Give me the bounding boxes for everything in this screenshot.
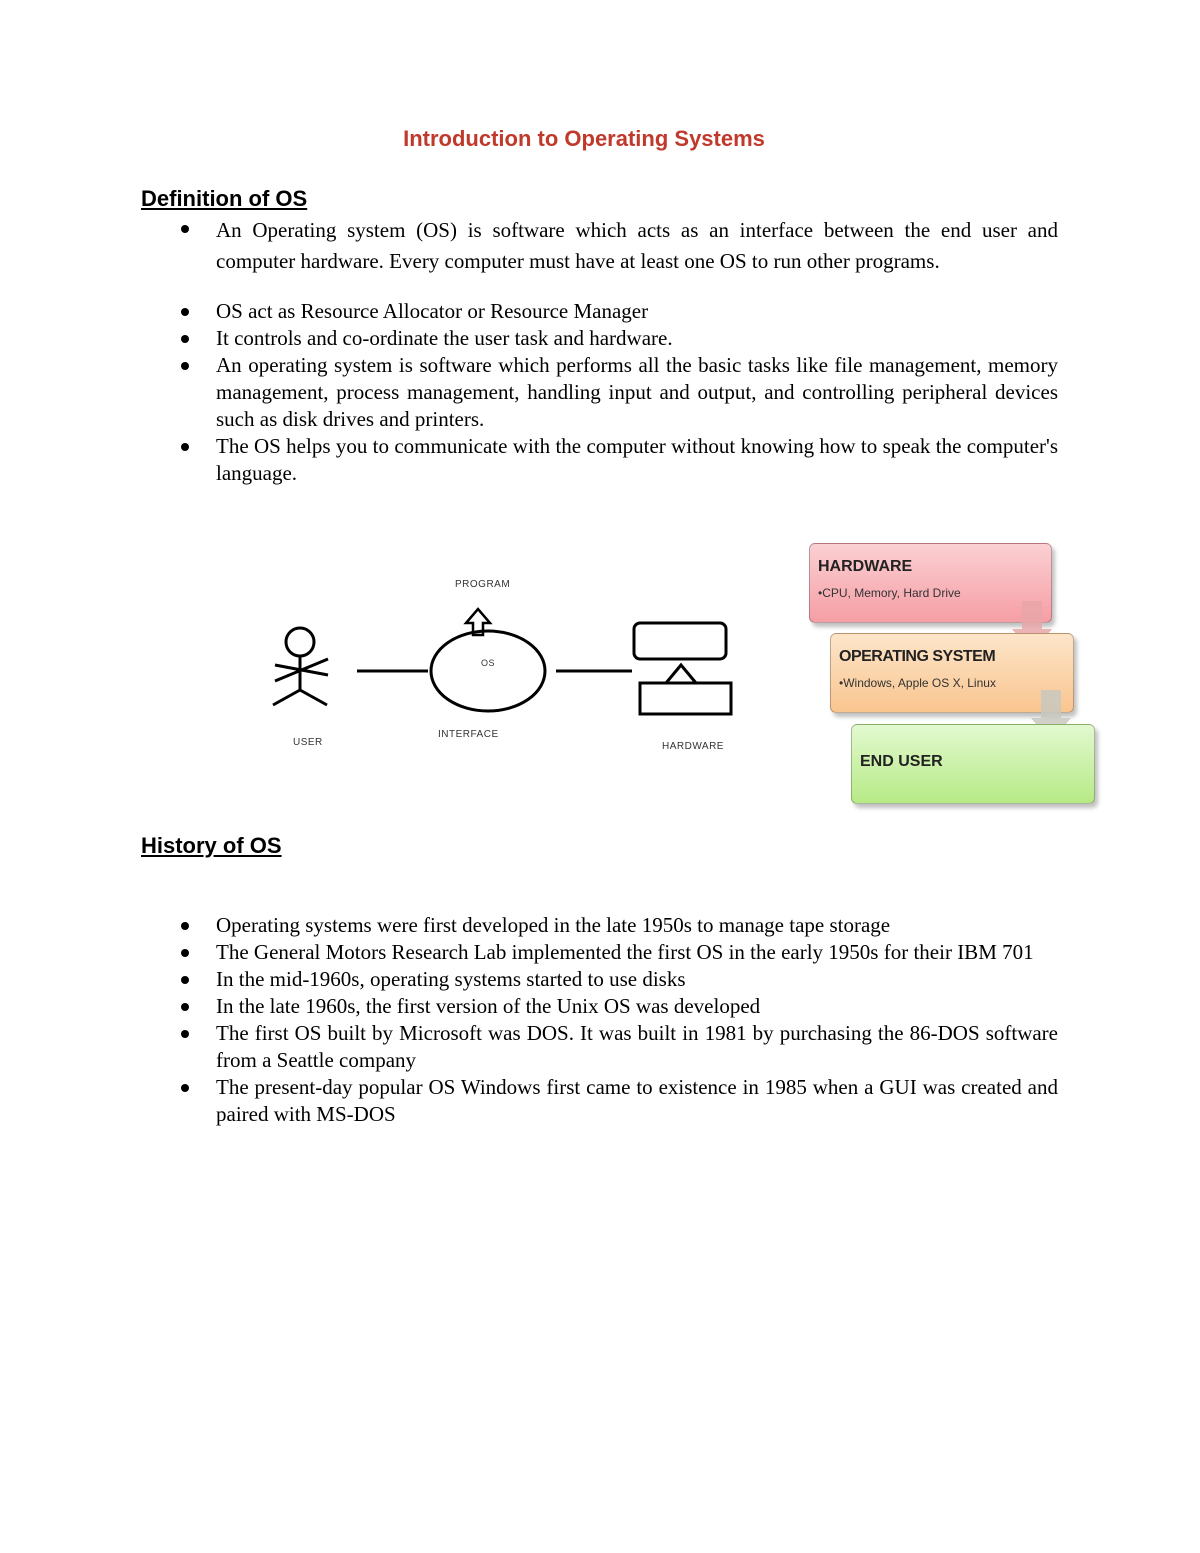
- hardware-computer-icon: [634, 623, 731, 714]
- list-item: The OS helps you to communicate with the computer without knowing how to speak the computer's language.: [141, 433, 1058, 487]
- definition-list: [141, 215, 1058, 487]
- list-item: The first OS built by Microsoft was DOS. It was built in 1981 by purchasing the 86-DOS software from a Seattle company: [141, 1020, 1058, 1074]
- list-item: The present-day popular OS Windows first came to existence in 1985 when a GUI was created and paired with MS-DOS: [141, 1074, 1058, 1128]
- list-item: It controls and co-ordinate the user task and hardware.: [141, 325, 1058, 352]
- os-box-subtitle: •Windows, Apple OS X, Linux: [839, 676, 996, 690]
- hardware-label: HARDWARE: [662, 741, 724, 752]
- list-item: The General Motors Research Lab implemented the first OS in the early 1950s for their IBM 701: [141, 939, 1058, 966]
- program-label: PROGRAM: [455, 579, 511, 590]
- list-item: OS act as Resource Allocator or Resource Manager: [141, 298, 1058, 325]
- list-item: In the mid-1960s, operating systems started to use disks: [141, 966, 1058, 993]
- list-item: In the late 1960s, the first version of the Unix OS was developed: [141, 993, 1058, 1020]
- os-box-title: OPERATING SYSTEM: [839, 648, 996, 665]
- user-label: USER: [293, 737, 323, 748]
- os-label: OS: [481, 658, 496, 668]
- list-item: An Operating system (OS) is software which acts as an interface between the end user and computer hardware. Every computer must have at least one OS to run other programs.: [141, 215, 1058, 277]
- end-user-box-title: END USER: [860, 753, 943, 770]
- user-os-hardware-diagram: [260, 595, 750, 730]
- definition-heading: Definition of OS: [141, 186, 308, 211]
- list-item: An operating system is software which performs all the basic tasks like file management, memory management, process management, handling input and output, and controlling peripheral devices such as disk drives and printers.: [141, 352, 1058, 433]
- history-heading: History of OS: [141, 833, 282, 858]
- os-ellipse: [431, 631, 545, 711]
- hardware-box-subtitle: •CPU, Memory, Hard Drive: [818, 586, 961, 600]
- history-list: [141, 912, 1058, 1128]
- hardware-box-title: HARDWARE: [818, 558, 913, 575]
- end-user-box: [851, 724, 1095, 804]
- list-item: Operating systems were first developed in the late 1950s to manage tape storage: [141, 912, 1058, 939]
- interface-label: INTERFACE: [438, 729, 499, 740]
- page-title: Introduction to Operating Systems: [403, 126, 765, 151]
- user-figure-icon: [273, 628, 328, 705]
